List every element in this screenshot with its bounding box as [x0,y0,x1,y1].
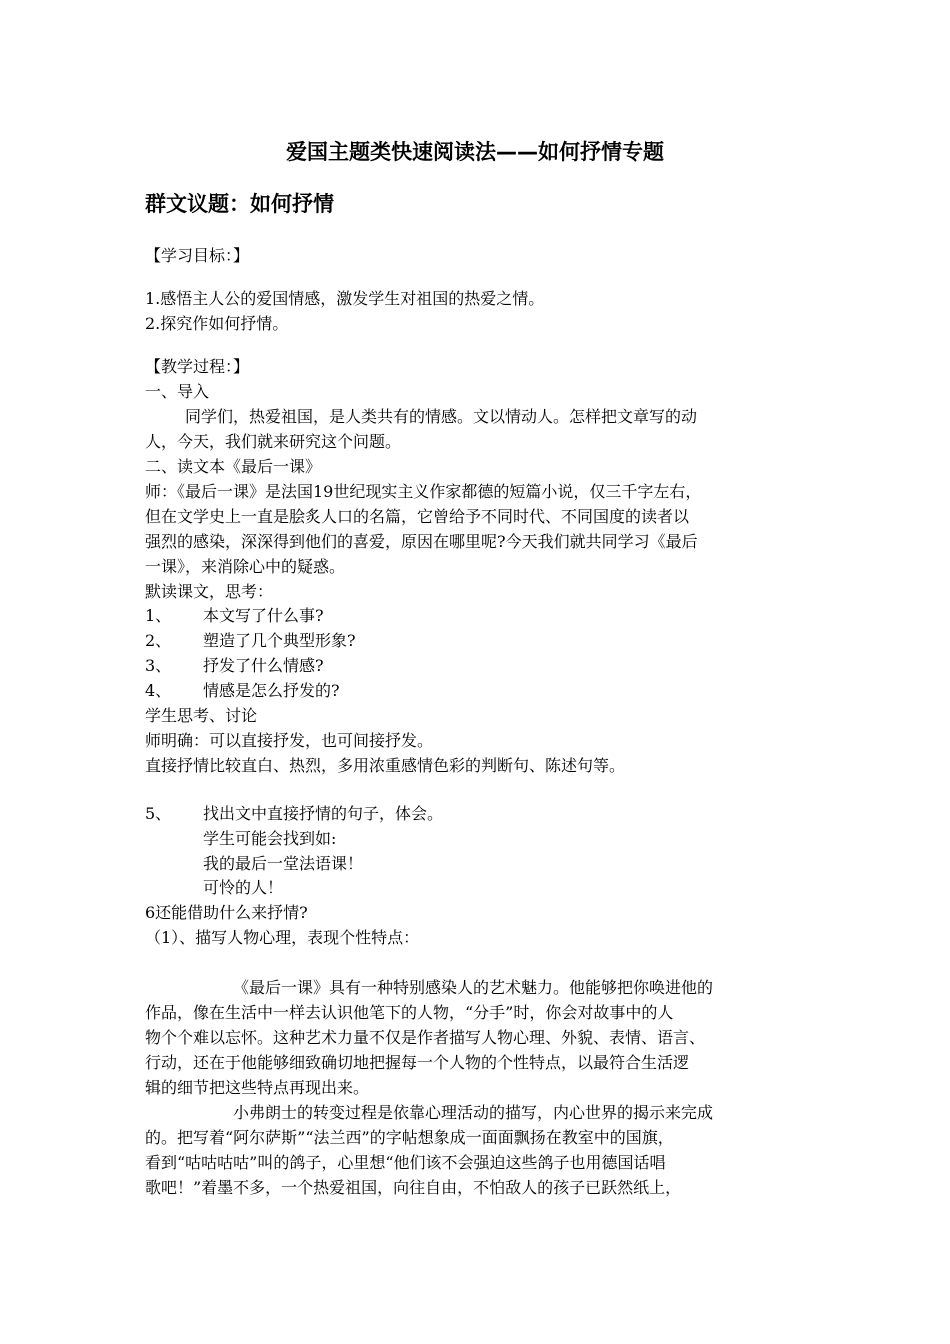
paragraph-line: 人，今天，我们就来研究这个问题。 [145,432,402,451]
question-number: 4、 [145,681,172,700]
question-item [145,679,340,703]
read-prompt: 默读课文，思考： [145,582,274,601]
paragraph-line: 但在文学史上一直是脍炙人口的名篇，它曾给予不同时代、不同国度的读者以 [145,507,690,526]
paragraph-line: 一课》，来消除心中的疑惑。 [145,557,346,576]
question-text: 抒发了什么情感? [203,656,324,675]
paragraph-line: 行动，还在于他能够细致确切地把握每一个人物的个性特点，以最符合生活逻 [145,1053,690,1072]
paragraph-line: 物个个难以忘怀。这种艺术力量不仅是作者描写人物心理、外貌、表情、语言、 [145,1028,706,1047]
process-label: 【教学过程：】 [145,357,250,376]
goal-item: 2.探究作如何抒情。 [145,314,289,333]
paragraph-line: 强烈的感染，深深得到他们的喜爱，原因在哪里呢?今天我们就共同学习《最后 [145,532,698,551]
paragraph-line: 小弗朗士的转变过程是依靠心理活动的描写，内心世界的揭示来完成 [233,1103,714,1122]
question-six: 6还能借助什么来抒情? [145,903,308,922]
question-text: 本文写了什么事? [203,606,324,625]
question-number: 2、 [145,631,172,650]
question-number: 5、 [145,804,172,823]
paragraph-line: 歌吧！”着墨不多，一个热爱祖国，向往自由，不怕敌人的孩子已跃然纸上， [145,1178,682,1197]
question-item [145,629,356,653]
paragraph-line: 的。把写着“阿尔萨斯”“法兰西”的字帖想象成一面面飘扬在教室中的国旗， [145,1128,674,1147]
goal-item: 1.感悟主人公的爱国情感，激发学生对祖国的热爱之情。 [145,289,545,308]
topic-heading: 群文议题：如何抒情 [145,192,334,216]
answer-line: 我的最后一堂法语课！ [203,854,364,873]
question-item [145,654,324,678]
goals-label: 【学习目标：】 [145,246,250,265]
paragraph-line: 作品，像在生活中一样去认识他笔下的人物，“分手”时，你会对故事中的人 [145,1003,674,1022]
section-title: 二、读文本《最后一课》 [145,457,322,476]
answer-line: 可怜的人！ [203,878,284,897]
sub-heading: （1）、描写人物心理，表现个性特点： [145,928,420,947]
document-title: 爱国主题类快速阅读法——如何抒情专题 [286,140,664,164]
paragraph-line: 同学们，热爱祖国，是人类共有的情感。文以情动人。怎样把文章写的动 [185,407,698,426]
question-number: 1、 [145,606,172,625]
question-text: 情感是怎么抒发的? [203,681,340,700]
paragraph-line: 辑的细节把这些特点再现出来。 [145,1078,370,1097]
paragraph-line: 师：《最后一课》是法国19世纪现实主义作家都德的短篇小说，仅三千字左右， [145,482,702,501]
section-title: 一、导入 [145,382,210,401]
direct-lyric-description: 直接抒情比较直白、热烈，多用浓重感情色彩的判断句、陈述句等。 [145,756,626,775]
question-number: 3、 [145,656,172,675]
question-item [145,802,443,826]
paragraph-line: 《最后一课》具有一种特别感染人的艺术魅力。他能够把你唤进他的 [233,978,714,997]
question-text: 塑造了几个典型形象? [203,631,356,650]
question-item [145,604,324,628]
paragraph-line: 看到“咕咕咕咕”叫的鸽子，心里想“他们该不会强迫这些鸽子也用德国话唱 [145,1153,666,1172]
teacher-clarify-line: 师明确：可以直接抒发，也可间接抒发。 [145,731,434,750]
answer-line: 学生可能会找到如: [203,829,337,848]
discuss-line: 学生思考、讨论 [145,706,258,725]
question-text: 找出文中直接抒情的句子，体会。 [203,804,444,823]
